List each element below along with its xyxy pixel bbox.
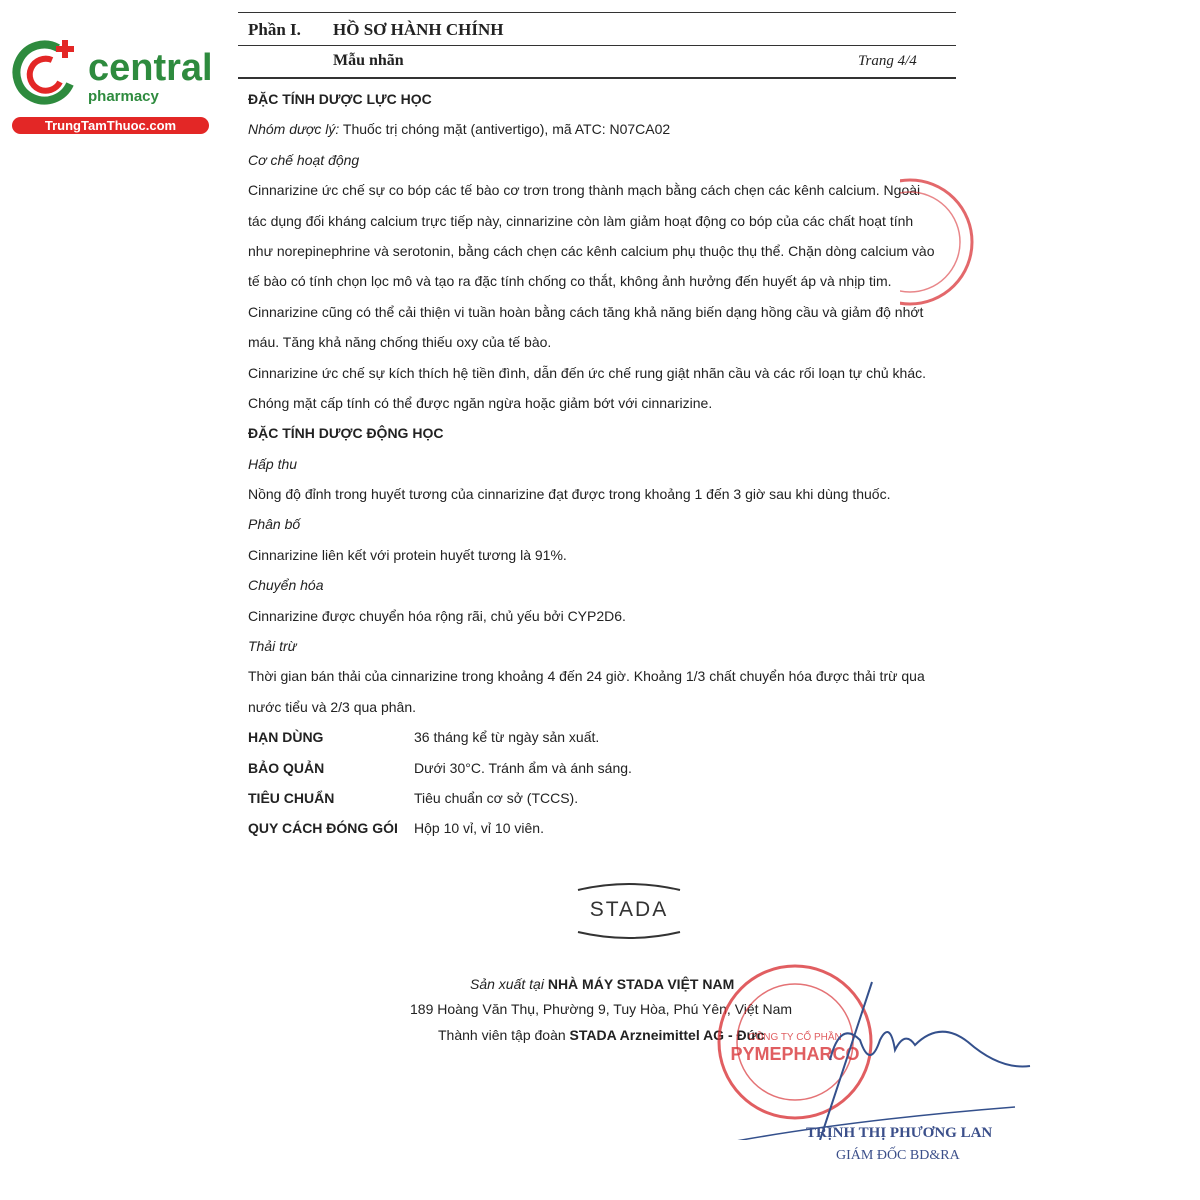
section-title: HỒ SƠ HÀNH CHÍNH xyxy=(333,20,504,39)
group-text: Thuốc trị chóng mặt (antivertigo), mã ATC: N07CA02 xyxy=(339,121,671,138)
group-name: STADA Arzneimittel AG - Đức xyxy=(569,1027,765,1043)
stada-wordmark: STADA xyxy=(589,898,669,921)
member-label: Thành viên tập đoàn xyxy=(438,1027,570,1043)
logo-brand: central xyxy=(88,47,213,89)
svg-text:PYMEPHARCO: PYMEPHARCO xyxy=(730,1044,860,1064)
spec-row xyxy=(248,813,958,843)
spec-key: QUY CÁCH ĐÓNG GÓI xyxy=(248,820,398,837)
part-label: Phần I. xyxy=(248,20,301,39)
logo-mark-icon xyxy=(10,38,80,108)
mechanism-line: Cinnarizine cũng có thể cải thiện vi tuần hoàn bằng cách tăng khả năng biến dạng hồng cầu và giảm độ nhớt xyxy=(248,303,924,320)
spec-value: Dưới 30°C. Tránh ẩm và ánh sáng. xyxy=(414,759,632,776)
svg-text:CÔNG TY CỔ PHẦN: CÔNG TY CỔ PHẦN xyxy=(748,1032,842,1043)
mechanism-line: máu. Tăng khả năng chống thiếu oxy của tế bào. xyxy=(248,334,552,351)
logo-sub: pharmacy xyxy=(88,88,159,105)
spec-key: HẠN DÙNG xyxy=(248,729,324,746)
distribution-text: Cinnarizine liên kết với protein huyết tương là 91%. xyxy=(248,546,567,563)
spec-row xyxy=(248,722,958,752)
mechanism-line: Chóng mặt cấp tính có thể được ngăn ngừa hoặc giảm bớt với cinnarizine. xyxy=(248,394,713,411)
spec-value: 36 tháng kể từ ngày sản xuất. xyxy=(414,729,600,746)
spec-row xyxy=(248,753,958,783)
elimination-line: Thời gian bán thải của cinnarizine trong khoảng 4 đến 24 giờ. Khoảng 1/3 chất chuyển hóa được thải trừ qua xyxy=(248,668,925,685)
mechanism-label: Cơ chế hoạt động xyxy=(248,151,360,168)
page-number: Trang 4/4 xyxy=(858,53,917,69)
spec-key: TIÊU CHUẨN xyxy=(248,789,335,806)
mechanism-line: Cinnarizine ức chế sự co bóp các tế bào cơ trơn trong thành mạch bằng cách chẹn các kênh calcium. Ngoài xyxy=(248,182,921,199)
mechanism-line: Cinnarizine ức chế sự kích thích hệ tiền đình, dẫn đến ức chế rung giật nhãn cầu và các rối loạn tự chủ khác. xyxy=(248,364,926,381)
group-label: Nhóm dược lý: xyxy=(248,121,340,138)
signer-name: TRỊNH THỊ PHƯƠNG LAN xyxy=(806,1125,993,1141)
subtitle: Mẫu nhãn xyxy=(333,52,404,69)
logo-site: TrungTamThuoc.com xyxy=(12,117,209,134)
header-mid-rule xyxy=(238,45,956,46)
mechanism-line: tác dụng đối kháng calcium trực tiếp này, cinnarizine còn làm giảm hoạt động co bóp của các chất hoạt tính xyxy=(248,212,914,229)
distribution-label: Phân bố xyxy=(248,516,301,533)
signer-title: GIÁM ĐỐC BD&RA xyxy=(836,1148,960,1163)
spec-row xyxy=(248,783,958,813)
header-top-rule xyxy=(238,12,956,13)
mechanism-line: như norepinephrine và serotonin, bằng cách chẹn các kênh calcium phụ thuộc thụ thể. Chặn dòng calcium vào xyxy=(248,242,935,259)
spec-value: Hộp 10 vỉ, vỉ 10 viên. xyxy=(414,820,544,837)
mechanism-line: tế bào có tính chọn lọc mô và tạo ra đặc tính chống co thắt, không ảnh hưởng đến huyết áp và nhịp tim. xyxy=(248,273,892,290)
document-body xyxy=(248,84,958,844)
spec-key: BẢO QUẢN xyxy=(248,759,325,776)
spec-value: Tiêu chuẩn cơ sở (TCCS). xyxy=(414,789,579,806)
manufacturer-address: 189 Hoàng Văn Thụ, Phường 9, Tuy Hòa, Phú Yên, Việt Nam xyxy=(410,1001,793,1017)
metabolism-text: Cinnarizine được chuyển hóa rộng rãi, chủ yếu bởi CYP2D6. xyxy=(248,607,626,624)
absorption-label: Hấp thu xyxy=(248,455,298,472)
pharmacodynamics-heading: ĐẶC TÍNH DƯỢC LỰC HỌC xyxy=(248,91,432,107)
company-stamp-icon xyxy=(700,960,1040,1140)
metabolism-label: Chuyển hóa xyxy=(248,577,324,594)
elimination-label: Thải trừ xyxy=(248,638,297,655)
header-bottom-rule xyxy=(238,77,956,79)
side-stamp-icon xyxy=(900,170,990,320)
pharmacokinetics-heading: ĐẶC TÍNH DƯỢC ĐỘNG HỌC xyxy=(248,425,444,442)
manufacturer-name: NHÀ MÁY STADA VIỆT NAM xyxy=(547,976,735,992)
elimination-line: nước tiểu và 2/3 qua phân. xyxy=(248,698,416,715)
absorption-text: Nồng độ đỉnh trong huyết tương của cinnarizine đạt được trong khoảng 1 đến 3 giờ sau khi dùng thuốc. xyxy=(248,486,891,503)
made-at-label: Sản xuất tại xyxy=(470,976,548,992)
